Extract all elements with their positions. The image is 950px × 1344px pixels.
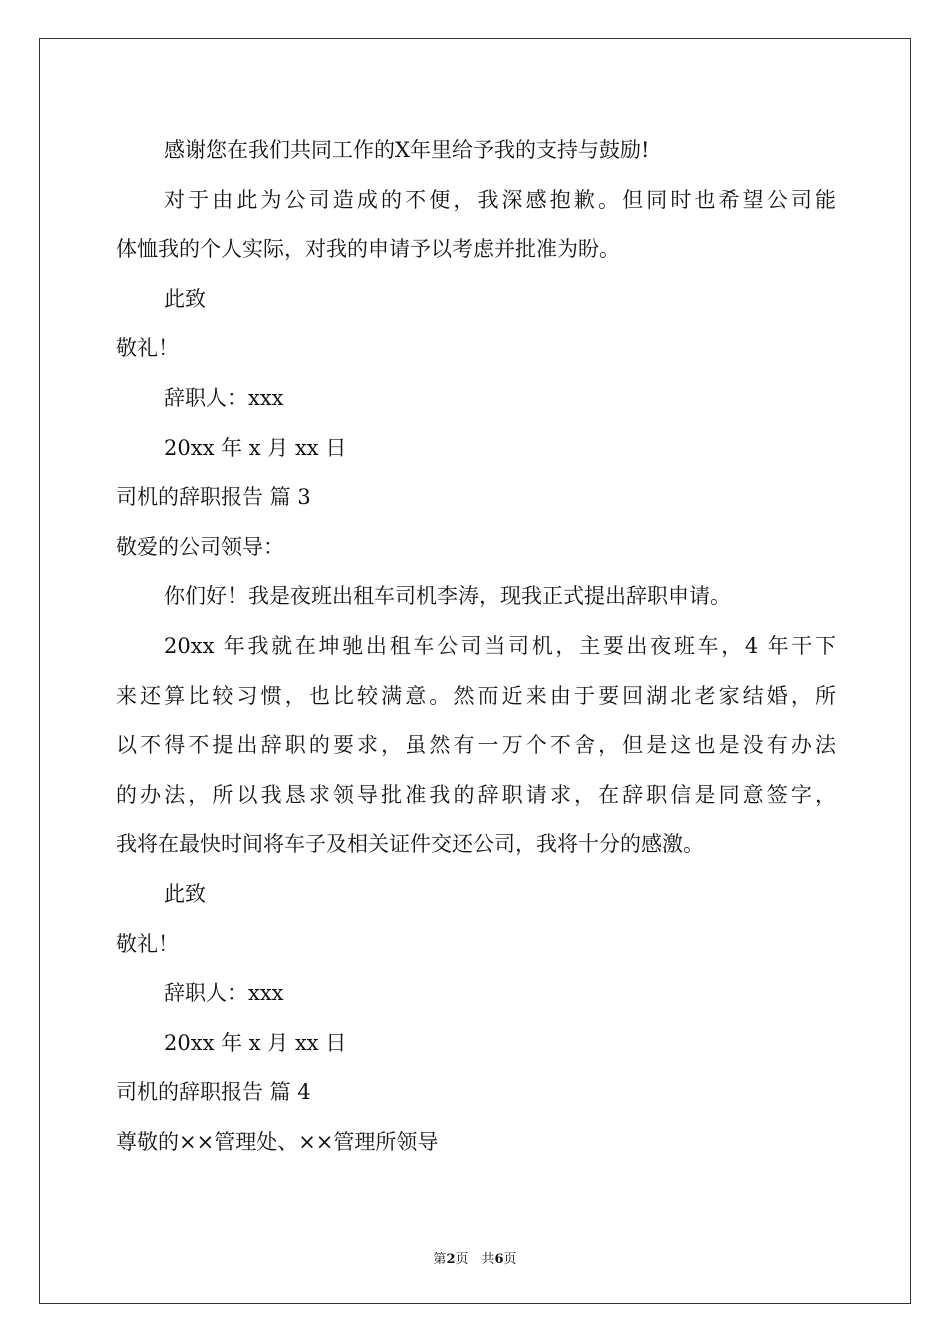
text-line: 司机的辞职报告 篇 4 bbox=[116, 1080, 311, 1105]
text-line: 此致 bbox=[164, 881, 206, 906]
footer-mid: 页 共 bbox=[455, 1252, 495, 1267]
text-line: 20xx 年 x 月 xx 日 bbox=[164, 1030, 347, 1055]
page-footer bbox=[0, 1248, 950, 1267]
text-line: 辞职人：xxx bbox=[164, 385, 284, 410]
footer-prefix: 第 bbox=[433, 1252, 447, 1267]
text-line: 来还算比较习惯，也比较满意。然而近来由于要回湖北老家结婚，所 bbox=[116, 683, 836, 708]
text-line: 敬礼！ bbox=[116, 336, 179, 361]
text-line: 对于由此为公司造成的不便，我深感抱歉。但同时也希望公司能 bbox=[164, 187, 836, 212]
text-line: 此致 bbox=[164, 286, 206, 311]
text-line: 我将在最快时间将车子及相关证件交还公司，我将十分的感激。 bbox=[116, 832, 704, 857]
footer-current-page: 2 bbox=[446, 1252, 456, 1267]
text-line: 20xx 年 x 月 xx 日 bbox=[164, 435, 347, 460]
text-line: 体恤我的个人实际，对我的申请予以考虑并批准为盼。 bbox=[116, 237, 620, 262]
text-line: 20xx 年我就在坤驰出租车公司当司机，主要出夜班车，4 年干下 bbox=[164, 633, 836, 658]
text-line: 司机的辞职报告 篇 3 bbox=[116, 485, 311, 510]
text-line: 的办法，所以我恳求领导批准我的辞职请求，在辞职信是同意签字， bbox=[116, 782, 836, 807]
text-line: 以不得不提出辞职的要求，虽然有一万个不舍，但是这也是没有办法 bbox=[116, 733, 836, 758]
text-line: 尊敬的××管理处、××管理所领导 bbox=[116, 1129, 439, 1154]
text-line: 敬爱的公司领导： bbox=[116, 534, 284, 559]
document-body bbox=[116, 126, 836, 1167]
text-line: 辞职人：xxx bbox=[164, 981, 284, 1006]
footer-suffix: 页 bbox=[503, 1252, 517, 1267]
text-line: 你们好！我是夜班出租车司机李涛，现我正式提出辞职申请。 bbox=[164, 584, 731, 609]
footer-total-pages: 6 bbox=[494, 1252, 504, 1267]
text-line: 敬礼！ bbox=[116, 931, 179, 956]
text-line: 感谢您在我们共同工作的X年里给予我的支持与鼓励! bbox=[164, 138, 650, 162]
